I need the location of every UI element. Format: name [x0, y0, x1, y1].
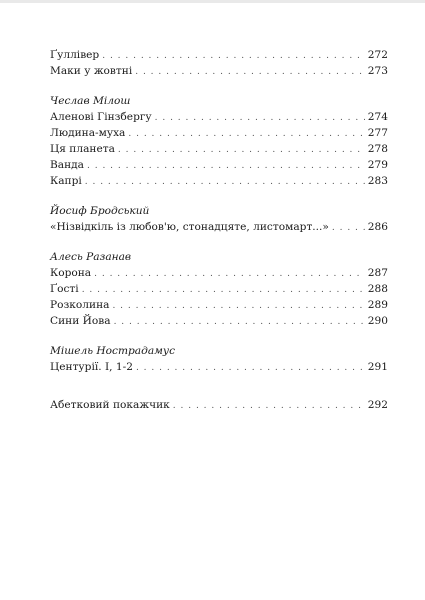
entry-title: Капрі	[50, 175, 82, 187]
toc-entry	[50, 173, 388, 189]
section-spacer	[50, 375, 388, 397]
toc-entry	[50, 281, 388, 297]
dot-leader	[114, 314, 365, 330]
dot-leader	[112, 298, 364, 314]
dot-leader	[155, 110, 365, 126]
entry-page: 291	[367, 361, 388, 373]
entry-page: 273	[367, 65, 388, 77]
entry-title: «Нізвідкіль із любов'ю, стонадцяте, листомарт...»	[50, 221, 329, 233]
entry-title: Аленові Гінзбергу	[50, 111, 152, 123]
entry-page: 290	[367, 315, 388, 327]
toc-entry	[50, 265, 388, 281]
dot-leader	[102, 48, 365, 64]
entry-title: Корона	[50, 267, 92, 279]
toc-entry	[50, 359, 388, 375]
entry-page: 283	[367, 175, 388, 187]
entry-title: Центурії. I, 1-2	[50, 361, 133, 373]
entry-title: Ця планета	[50, 143, 115, 155]
toc-entry	[50, 297, 388, 313]
dot-leader	[87, 158, 365, 174]
toc-entry	[50, 141, 388, 157]
toc-entry	[50, 219, 388, 235]
entry-title: Ванда	[50, 159, 85, 171]
entry-page: 272	[367, 49, 388, 61]
table-of-contents	[50, 47, 388, 413]
entry-title: Ґості	[50, 283, 79, 295]
toc-entry	[50, 109, 388, 125]
entry-title: Розколина	[50, 299, 110, 311]
entry-page: 286	[367, 221, 388, 233]
author-heading: Алесь Разанав	[50, 251, 132, 263]
dot-leader	[136, 360, 365, 376]
entry-title: Людина-муха	[50, 127, 126, 139]
author-heading: Йосиф Бродський	[50, 205, 150, 217]
dot-leader	[128, 126, 364, 142]
entry-page: 278	[367, 143, 388, 155]
top-edge-rule	[0, 0, 425, 3]
toc-entry-index	[50, 397, 388, 413]
dot-leader	[85, 174, 365, 190]
entry-title: Маки у жовтні	[50, 65, 133, 77]
dot-leader	[332, 220, 365, 236]
entry-page: 279	[367, 159, 388, 171]
entry-title: Абетковий покажчик	[50, 399, 170, 411]
author-heading: Чеслав Мілош	[50, 95, 131, 107]
dot-leader	[118, 142, 365, 158]
dot-leader	[94, 266, 365, 282]
entry-page: 289	[367, 299, 388, 311]
entry-title: Сини Йова	[50, 315, 111, 327]
entry-page: 287	[367, 267, 388, 279]
toc-entry	[50, 157, 388, 173]
entry-page: 277	[367, 127, 388, 139]
toc-entry	[50, 47, 388, 63]
dot-leader	[173, 398, 365, 414]
toc-entry	[50, 313, 388, 329]
author-heading: Мішель Нострадамус	[50, 345, 176, 357]
toc-entry	[50, 63, 388, 79]
entry-page: 292	[367, 399, 388, 411]
entry-page: 274	[367, 111, 388, 123]
dot-leader	[82, 282, 365, 298]
toc-entry	[50, 125, 388, 141]
entry-page: 288	[367, 283, 388, 295]
dot-leader	[135, 64, 365, 80]
entry-title: Ґуллівер	[50, 49, 100, 61]
